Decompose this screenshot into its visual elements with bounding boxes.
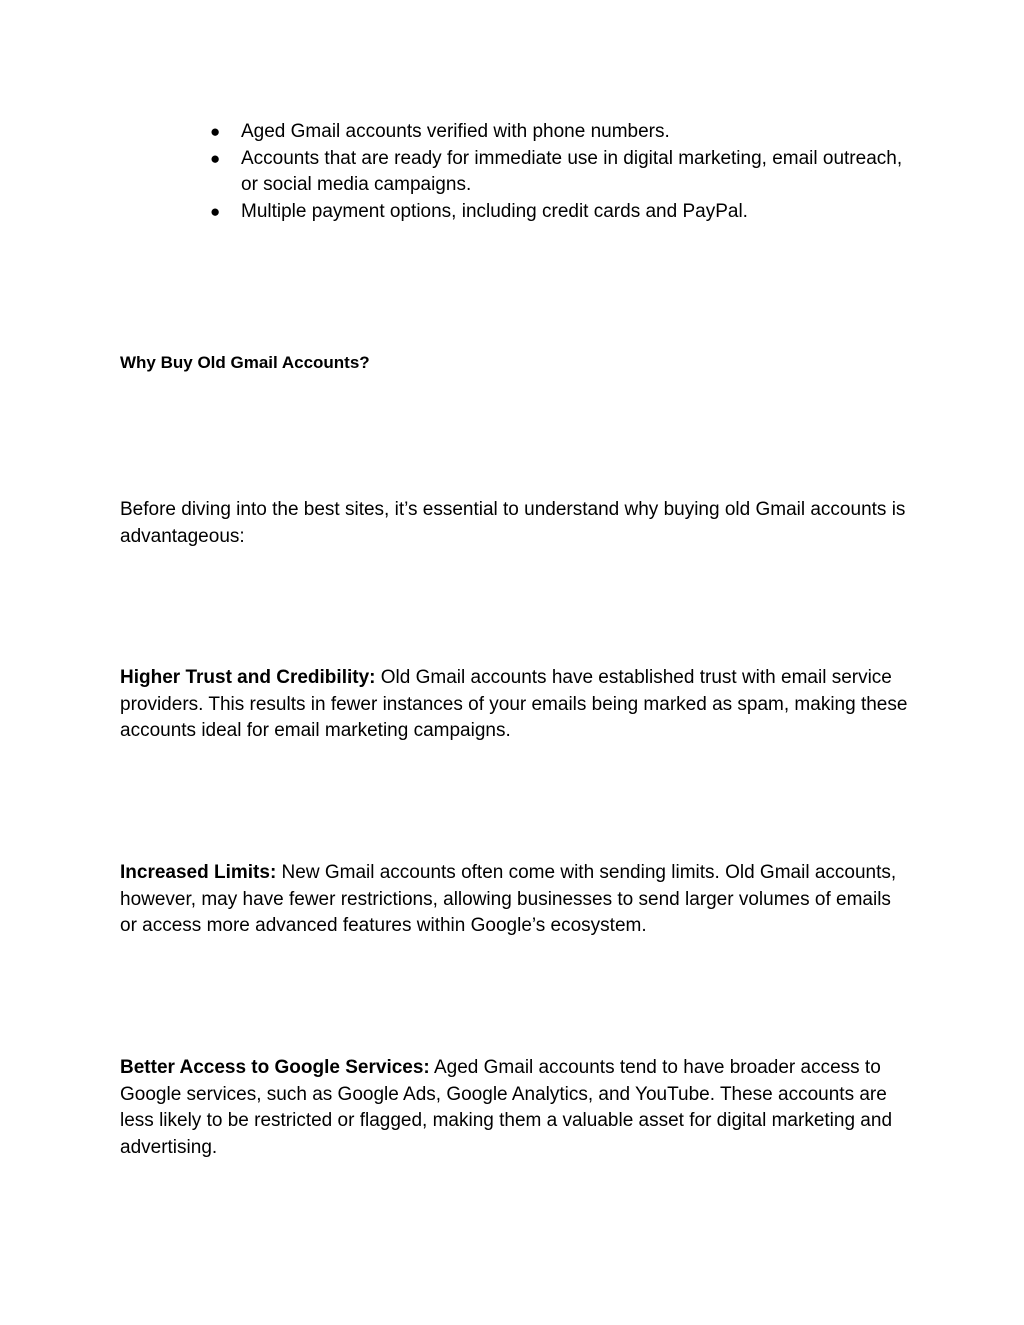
limits-body: New Gmail accounts often come with sending limits. Old Gmail accounts, however, may have fewer restrictions, allowing businesses to send larger volumes of emails or access more advanced features within Google’s ecosystem. — [120, 862, 897, 936]
bullet-item — [120, 119, 910, 146]
trust-body: Old Gmail accounts have established trust with email service providers. This results in fewer instances of your emails being marked as spam, making these accounts ideal for email marketing campaigns. — [120, 667, 908, 741]
limits-title: Increased Limits: — [120, 862, 277, 883]
bullet-text: Accounts that are ready for immediate use in digital marketing, email outreach, or social media campaigns. — [241, 147, 903, 195]
access-paragraph — [120, 1055, 910, 1161]
limits-paragraph — [120, 860, 910, 940]
bullet-dot-icon: ● — [210, 201, 221, 221]
trust-title: Higher Trust and Credibility: — [120, 667, 376, 688]
bullet-text: Multiple payment options, including credit cards and PayPal. — [241, 200, 748, 222]
access-body: Aged Gmail accounts tend to have broader access to Google services, such as Google Ads, Google Analytics, and YouTube. These accounts are less likely to be restricted or flagged, making them a valuable asset for digital marketing and advertising. — [120, 1057, 893, 1158]
access-title: Better Access to Google Services: — [120, 1057, 430, 1078]
feature-bullet-list — [120, 119, 910, 225]
bullet-dot-icon: ● — [210, 122, 221, 141]
bullet-item — [120, 199, 910, 226]
intro-paragraph: Before diving into the best sites, it’s essential to understand why buying old Gmail accounts is advantageous: — [120, 499, 906, 547]
section-heading: Why Buy Old Gmail Accounts? — [120, 353, 370, 372]
trust-paragraph — [120, 665, 910, 745]
bullet-dot-icon: ● — [210, 148, 221, 168]
bullet-text: Aged Gmail accounts verified with phone numbers. — [241, 121, 670, 142]
bullet-item — [120, 146, 910, 199]
